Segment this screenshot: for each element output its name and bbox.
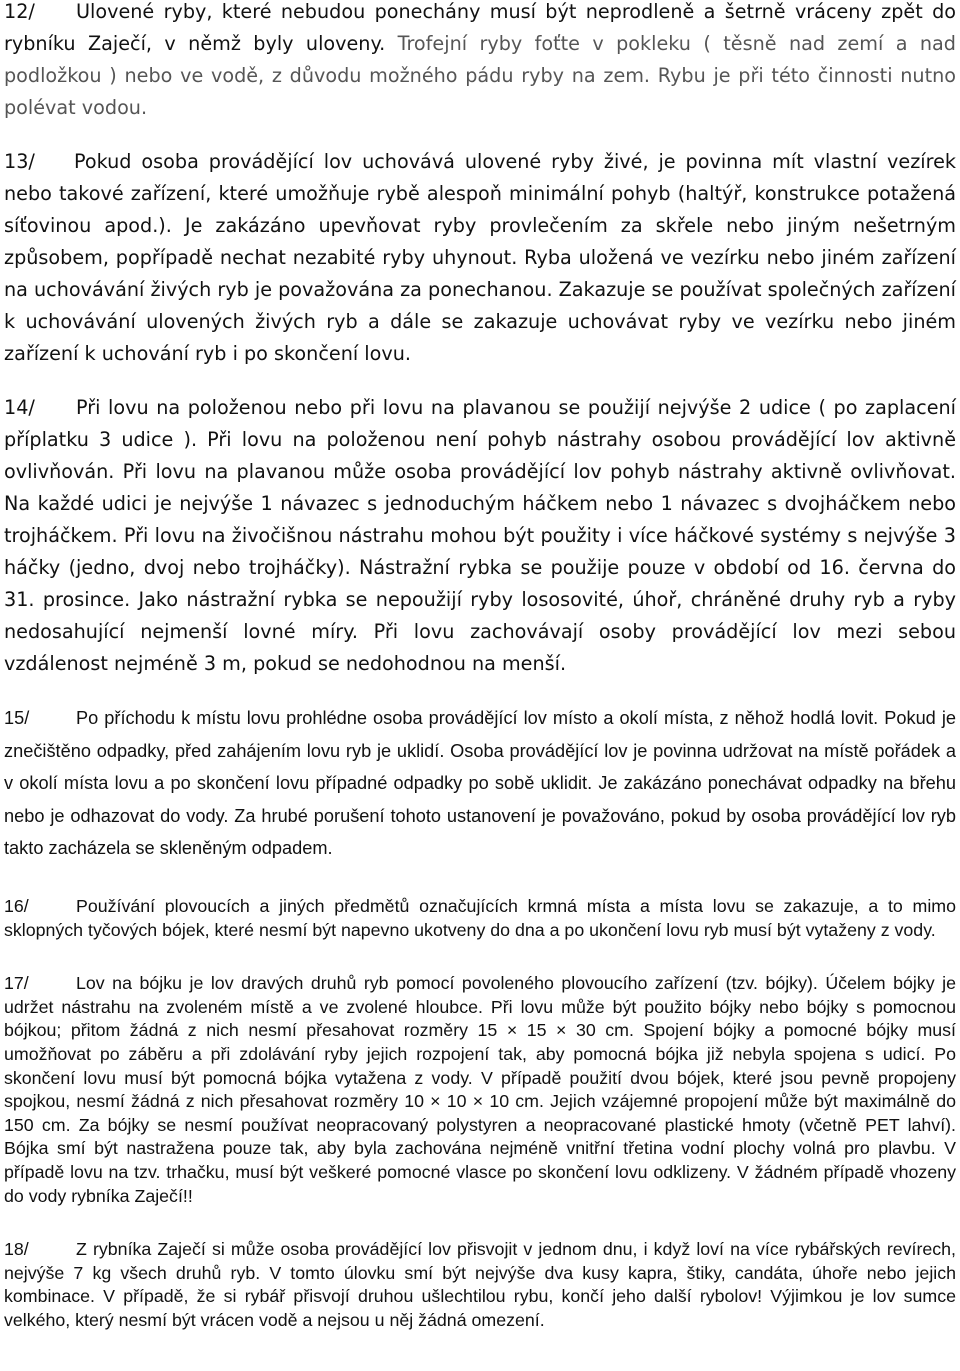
rule-13 [4,146,956,370]
rule-text: Pokud osoba provádějící lov uchovává ulovené ryby živé, je povinna mít vlastní vezírek nebo takové zařízení, které umožňuje rybě alespoň minimální pohyb (haltýř, konstrukce potažená síťovinou apod.). Je zakázáno upevňovat ryby provlečením za skřele nebo jiným nešetrným způsobem, popřípadě nechat nezabité ryby uhynout. Ryba uložená ve vezírku nebo jiném zařízení na uchovávání živých ryb je považována za ponechanou. Zakazuje se používat společných zařízení k uchovávání ulovených živých ryb a dále se zakazuje uchovávat ryby ve vezírku nebo jiném zařízení k uchování ryb i po skončení lovu. [4,150,957,365]
rule-text-faded: Trofejní ryby foťte v pokleku ( těsně nad zemí a nad podložkou ) nebo ve vodě, z důvodu možného pádu ryby na zem. Rybu je při této činnosti nutno polévat vodou. [4,32,956,119]
rule-text: Lov na bójku je lov dravých druhů ryb pomocí povoleného plovoucího zařízení (tzv. bójky). Účelem bójky je udržet nástrahu na zvoleném místě a ve zvolené hloubce. Při lovu může být použito bójky nebo bójky s pomocnou bójkou; přitom žádná z nich nesmí přesahovat rozměry 15 × 15 × 30 cm. Spojení bójky a pomocné bójky musí umožňovat po záběru a při zdolávání ryby jejich rozpojení tak, aby pomocná bójka již nebyla spojena s udicí. Po skončení lovu musí být pomocná bójka vytažena z vody. V případě použití dvou bójek, které jsou pevně propojeny spojkou, nesmí žádná z nich přesahovat rozměry 10 × 10 × 10 cm. Jejich vzájemné propojení může být maximálně do 150 cm. Za bójky se nesmí používat neopracovaný polystyren a neopracované plastické hmoty (včetně PET lahví). Bójka smí být nastražena pouze tak, aby byla zachována nejméně vnitřní třetina vodní plochy volná pro plavbu. V případě lovu na tzv. trhačku, musí být veškeré pomocné vlasce po skončení lovu odklizeny. V žádném případě vhozeny do vody rybníka Zaječí!! [4,973,956,1206]
rule-number: 12/ [4,0,35,23]
rule-number: 18/ [4,1239,29,1260]
rule-17 [4,972,956,1208]
rule-number: 16/ [4,895,29,916]
rule-number: 14/ [4,396,35,419]
rule-text: Při lovu na položenou nebo při lovu na plavanou se použijí nejvýše 2 udice ( po zaplacení příplatku 3 udice ). Při lovu na položenou není pohyb nástrahy osobou provádějící lov aktivně ovlivňován. Při lovu na plavanou může osoba provádějící lov pohyb nástrahy aktivně ovlivňovat. Na každé udici je nejvýše 1 návazec s jednoduchým háčkem nebo 1 návazec s dvojháčkem nebo trojháčkem. Při lovu na živočišnou nástrahu mohou být použity i více háčkové systémy s nejvýše 3 háčky (jedno, dvoj nebo trojháčky). Nástražní rybka se použije pouze v období od 16. června do 31. prosince. Jako nástražní rybka se nepoužijí ryby lososovité, úhoř, chráněné druhy ryb a ryby nedosahující nejmenší lovné míry. Při lovu zachovávají osoby provádějící lov mezi sebou vzdálenost nejméně 3 m, pokud se nedohodnou na menší. [4,396,956,675]
rule-16 [4,895,956,942]
rule-18 [4,1238,956,1332]
rule-text: Po příchodu k místu lovu prohlédne osoba provádějící lov místo a okolí místa, z něhož hodlá lovit. Pokud je znečištěno odpadky, před zahájením lovu ryb je uklidí. Osoba provádějící lov je povinna udržovat na místě pořádek a v okolí místa lovu a po skončení lovu případné odpadky po sobě uklidit. Je zakázáno ponechávat odpadky na břehu nebo je odhazovat do vody. Za hrubé porušení tohoto ustanovení je považováno, pokud by osoba provádějící lov ryb takto zacházela se skleněným odpadem. [4,708,956,859]
rule-15 [4,702,956,865]
rule-text: Ulovené ryby, které nebudou ponechány musí být neprodleně a šetrně vráceny zpět do rybníku Zaječí, v němž byly uloveny. [4,0,956,55]
rule-number: 13/ [4,150,35,173]
rule-text: Z rybníka Zaječí si může osoba provádějící lov přisvojit v jednom dnu, i když loví na více rybářských revírech, nejvýše 7 kg všech druhů ryb. V tomto úlovku smí být nejvýše dva kusy kapra, štiky, candáta, úhoře nebo jejich kombinace. V případě, že si rybář přisvojí druhou ušlechtilou rybu, končí jeho další rybolov! Výjimkou je lov sumce velkého, který nesmí být vrácen vodě a nejsou u něj žádná omezení. [4,1239,956,1330]
rule-text: Používání plovoucích a jiných předmětů označujících krmná místa a místa lovu se zakazuje, a to mimo sklopných tyčových bójek, které nesmí být napevno ukotveny do dna a po ukončení lovu ryb musí být vytaženy z vody. [4,895,956,940]
rule-14 [4,392,956,680]
rule-12 [4,0,956,124]
rule-number: 17/ [4,973,29,994]
rule-number: 15/ [4,708,30,728]
